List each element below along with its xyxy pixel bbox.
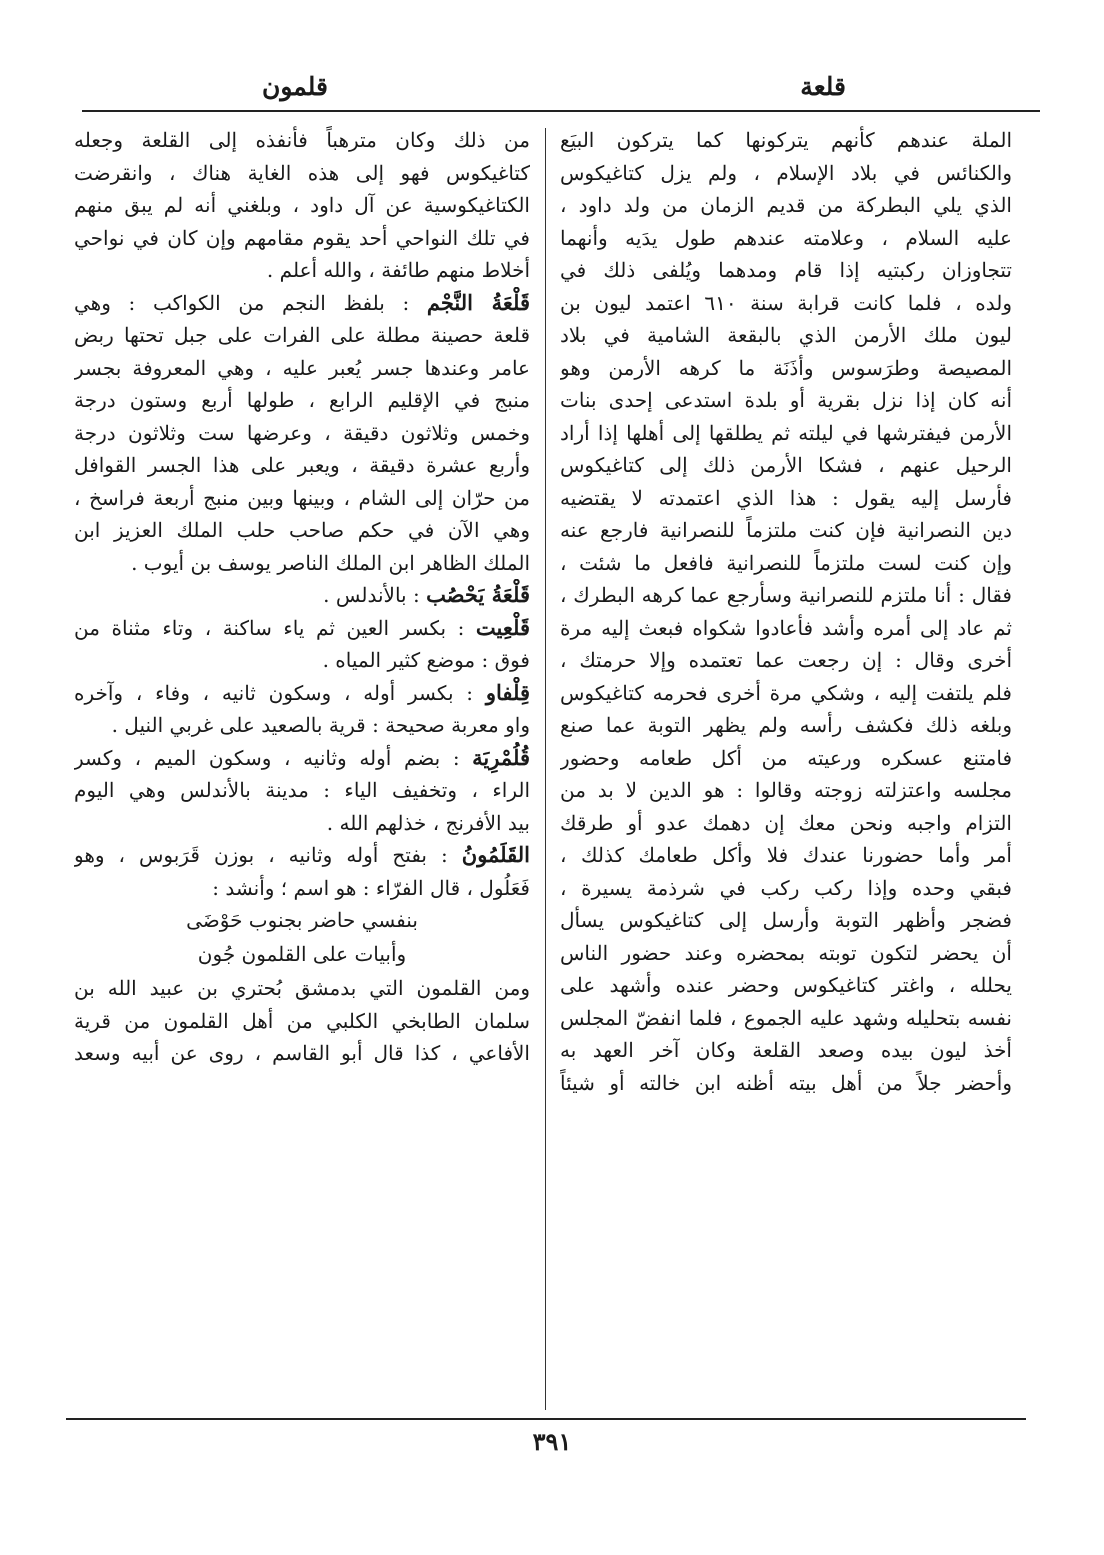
entry-headword: قُلُمْرِيَة xyxy=(472,744,530,770)
text-line: أخذ ليون بيده وصعد القلعة وكان آخر العهد به xyxy=(560,1038,1012,1062)
text-line: الذي يلي البطركة من قديم الزمان من ولد داود ، xyxy=(560,193,1012,217)
text-line: الراء ، وتخفيف الياء : مدينة بالأندلس وهي اليوم xyxy=(74,778,530,802)
verse-line: وأبيات على القلمون جُون xyxy=(197,942,407,966)
text-line: عليه السلام ، وعلامته عندهم طول يدَيه وأنهما xyxy=(560,225,1012,250)
text-line: ثم عاد إلى أمره وأشد فأعادوا شكواه فبعث إليه مرة xyxy=(560,615,1012,640)
text-line: الأرمن فيفترشها في ليلته ثم يطلقها إلى أهلها إذا أراد xyxy=(560,420,1012,445)
text-line: كتاغيكوس فهو إلى هذه الغاية هناك ، وانقرضت xyxy=(74,160,530,185)
text-line: فامتنع عسكره ورعيته من أكل طعامه وحضور xyxy=(560,745,1012,770)
entry-text: : بكسر العين ثم ياء ساكنة ، وتاء مثناة من xyxy=(74,615,476,640)
text-line: الكتاغيكوسية عن آل داود ، وبلغني أنه لم يبق منهم xyxy=(74,193,530,217)
text-line: مجلسه واعتزلته زوجته وقالوا : هو الدين لا بد من xyxy=(560,778,1012,802)
text-line: المصيصة وطرَسوس وأذَنَة ما كرهه الأرمن وهو xyxy=(560,355,1012,380)
text-line: فَعَلُول ، قال الفرّاء : هو اسم ؛ وأنشد : xyxy=(212,875,530,900)
text-line: قلعة حصينة مطلة على الفرات على جبل تحتها ربض xyxy=(74,323,530,347)
entry-headword: قَلْعَةُ يَحْصُب xyxy=(426,582,530,607)
entry-qalit xyxy=(74,612,530,677)
entry-qulmuriya xyxy=(74,742,530,840)
entry-text: : بفتح أوله وثانيه ، بوزن قَرَبوس ، وهو xyxy=(74,843,462,867)
text-line: يحلله ، واغتر كتاغيكوس وحضر عنده وأشهد على xyxy=(560,973,1012,997)
text-line: أخرى وقال : إن رجعت عما تعتمده وإلا حرمتك ، xyxy=(560,648,1012,672)
entry-text: : بالأندلس . xyxy=(323,583,427,607)
text-line: فبقي وحده وإذا ركب ركب في شرذمة يسيرة ، xyxy=(560,875,1012,900)
entry-qalat-yahsub xyxy=(74,579,530,612)
text-line: عامر وعندها جسر يُعبر عليه ، وهي المعروفة بجسر xyxy=(74,355,530,380)
verse-line: بنفسي حاضر بجنوب حَوْضَى xyxy=(186,908,418,932)
text-line: التزام واجبه ونحن معك إن دهمك عدو أو طرقك xyxy=(560,810,1012,835)
text-line: أخلاط منهم طائفة ، والله أعلم . xyxy=(266,258,530,282)
text-line: ولده ، فلما كانت قرابة سنة ٦١٠ اعتمد ليون بن xyxy=(560,290,1012,315)
text-line: فوق : موضع كثير المياه . xyxy=(322,648,530,672)
text-line: دين النصرانية فإن كنت ملتزماً للنصرانية فارجع عنه xyxy=(560,518,1012,542)
entry-qalamun xyxy=(74,839,530,1070)
text-line: فأرسل إليه يقول : هذا الذي اعتمدته لا يقتضيه xyxy=(560,485,1012,510)
footer-rule xyxy=(66,1418,1026,1420)
text-line: أن يحضر لتكون توبته بمحضره وعند حضور الناس xyxy=(560,940,1012,965)
text-line: وبلغه ذلك فكشف رأسه ولم يظهر التوبة عما صنع xyxy=(560,713,1012,737)
text-line: والكنائس في بلاد الإسلام ، ولم يزل كتاغيكوس xyxy=(560,160,1012,185)
running-head-right: قلعة xyxy=(800,72,846,101)
header-rule xyxy=(82,110,1040,112)
entry-headword: قَلْعَةُ النَّجْم xyxy=(426,289,530,315)
entry-text: : بكسر أوله ، وسكون ثانيه ، وفاء ، وآخره xyxy=(74,680,486,705)
text-line: في تلك النواحي أحد يقوم مقامهم وإن كان في نواحي xyxy=(74,225,530,250)
text-line: فضجر وأظهر التوبة وأرسل إلى كتاغيكوس يسأل xyxy=(560,908,1012,932)
text-line: وخمس وثلاثون دقيقة ، وعرضها ست وثلاثون درجة xyxy=(74,420,530,445)
text-line: ليون ملك الأرمن الذي بالبقعة الشامية في بلاد xyxy=(560,323,1012,347)
text-line: فلم يلتفت إليه ، وشكي مرة أخرى فحرمه كتاغيكوس xyxy=(560,680,1012,705)
text-line: وإن كنت لست ملتزماً للنصرانية فافعل ما شئت ، xyxy=(560,550,1012,575)
text-line: الملة عندهم كأنهم يتركونها كما يتركون البيَع xyxy=(560,128,1012,152)
entry-text: : بلفظ النجم من الكواكب : وهي xyxy=(74,290,427,315)
text-line: وهي الآن في حكم صاحب حلب الملك العزيز ابن xyxy=(74,518,530,542)
text-line: من حرّان إلى الشام ، وبينها وبين منبج أربعة فراسخ ، xyxy=(74,485,530,510)
text-line: سلمان الطابخي الكلبي من أهل القلمون من قرية xyxy=(74,1008,530,1033)
text-line: بيد الأفرنج ، خذلهم الله . xyxy=(326,810,530,835)
text-line: الأفاعي ، كذا قال أبو القاسم ، روى عن أبيه وسعد xyxy=(74,1041,530,1065)
right-text-column xyxy=(560,124,1012,1099)
column-divider xyxy=(545,128,546,1410)
text-line: واو معربة صحيحة : قرية بالصعيد على غربي النيل . xyxy=(111,713,530,737)
text-line: وأربع عشرة دقيقة ، ويعبر على هذا الجسر القوافل xyxy=(74,453,530,477)
text-line: وأحضر جلاً من أهل بيته أظنه ابن خالته أو شيئاً xyxy=(560,1070,1012,1095)
text-line: منبج في الإقليم الرابع ، طولها أربع وستون درجة xyxy=(74,388,530,412)
left-text-column xyxy=(74,124,530,1070)
text-line: الملك الظاهر ابن الملك الناصر يوسف بن أيوب . xyxy=(131,550,530,575)
entry-headword: قَلْعِيت xyxy=(475,614,530,640)
text-line: فقال : أنا ملتزم للنصرانية وسأرجع عما كرهه البطرك ، xyxy=(560,583,1012,607)
running-head-left: قلمون xyxy=(262,72,328,101)
text-line: نفسه بتحليله وشهد عليه الجموع ، فلما انفضّ المجلس xyxy=(560,1005,1012,1030)
entry-headword: قِلْفاو xyxy=(485,679,530,705)
entry-qalfaw xyxy=(74,677,530,742)
entry-qalat-al-najm xyxy=(74,287,530,580)
text-line: الرحيل عنهم ، فشكا الأرمن ذلك إلى كتاغيكوس xyxy=(560,453,1012,477)
page-number: ٣٩١ xyxy=(532,1427,572,1456)
entry-text: : بضم أوله وثانيه ، وسكون الميم ، وكسر xyxy=(74,745,473,770)
text-line: أمر وأما حضورنا عندك فلا وأكل طعامك كذلك ، xyxy=(560,843,1012,867)
text-line: أنه كان إذا نزل بقرية أو بلدة استدعى إحدى بنات xyxy=(560,388,1012,412)
entry-headword: القَلَمُونُ xyxy=(461,842,530,867)
text-line: من ذلك وكان مترهباً فأنفذه إلى القلعة وجعله xyxy=(74,128,530,152)
text-line: ومن القلمون التي بدمشق بُحتري بن عبيد الله بن xyxy=(74,976,530,1000)
text-line: تتجاوزان ركبتيه إذا قام ومدهما ويُلفى ذلك في xyxy=(560,258,1012,282)
